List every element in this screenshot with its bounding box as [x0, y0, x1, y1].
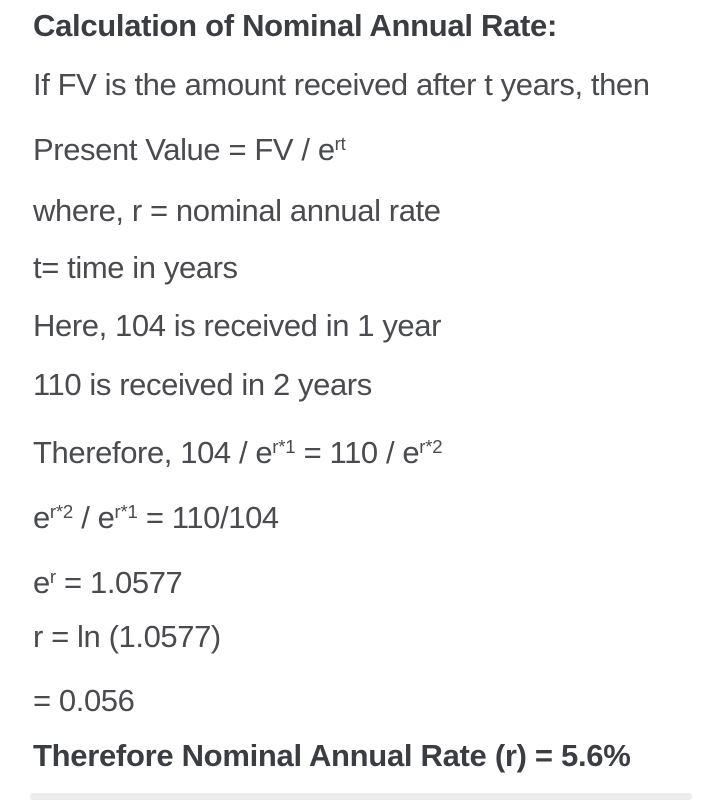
solution-line	[33, 366, 372, 403]
solution-line	[33, 307, 441, 344]
line-text: Present Value = FV / e	[33, 132, 335, 167]
solution-line	[33, 131, 346, 168]
solution-line	[33, 499, 279, 536]
superscript-exponent: r*2	[419, 435, 443, 457]
line-text: = 0.056	[33, 683, 135, 718]
line-text: = 1.0577	[55, 565, 183, 600]
line-text: / e	[73, 500, 115, 535]
superscript-exponent: rt	[334, 132, 346, 154]
solution-line	[33, 618, 221, 655]
line-text: e	[33, 565, 50, 600]
line-text: r = ln (1.0577)	[33, 619, 221, 654]
solution-heading-line	[33, 737, 631, 774]
line-text: Here, 104 is received in 1 year	[33, 308, 442, 343]
line-text: e	[33, 500, 50, 535]
line-text: = 110 / e	[295, 435, 420, 470]
line-text: If FV is the amount received after t years, then	[33, 67, 650, 102]
line-text: where, r = nominal annual rate	[33, 193, 441, 228]
solution-line	[33, 192, 441, 229]
line-text: = 110/104	[137, 500, 279, 535]
superscript-exponent: r*1	[114, 500, 138, 522]
cropped-next-line	[30, 793, 692, 800]
superscript-exponent: r*2	[49, 500, 74, 522]
line-text: 110 is received in 2 years	[33, 367, 372, 402]
line-text: Therefore Nominal Annual Rate (r) = 5.6%	[33, 738, 631, 773]
superscript-exponent: r	[49, 565, 56, 587]
solution-line	[33, 66, 650, 103]
line-text: t= time in years	[33, 250, 238, 285]
line-text: Therefore, 104 / e	[33, 435, 273, 470]
solution-line	[33, 564, 182, 601]
solution-line	[33, 249, 238, 286]
line-text: Calculation of Nominal Annual Rate:	[33, 8, 557, 43]
solution-line	[33, 434, 442, 471]
solution-heading-line	[33, 7, 557, 44]
solution-line	[33, 682, 135, 719]
superscript-exponent: r*1	[272, 435, 296, 457]
